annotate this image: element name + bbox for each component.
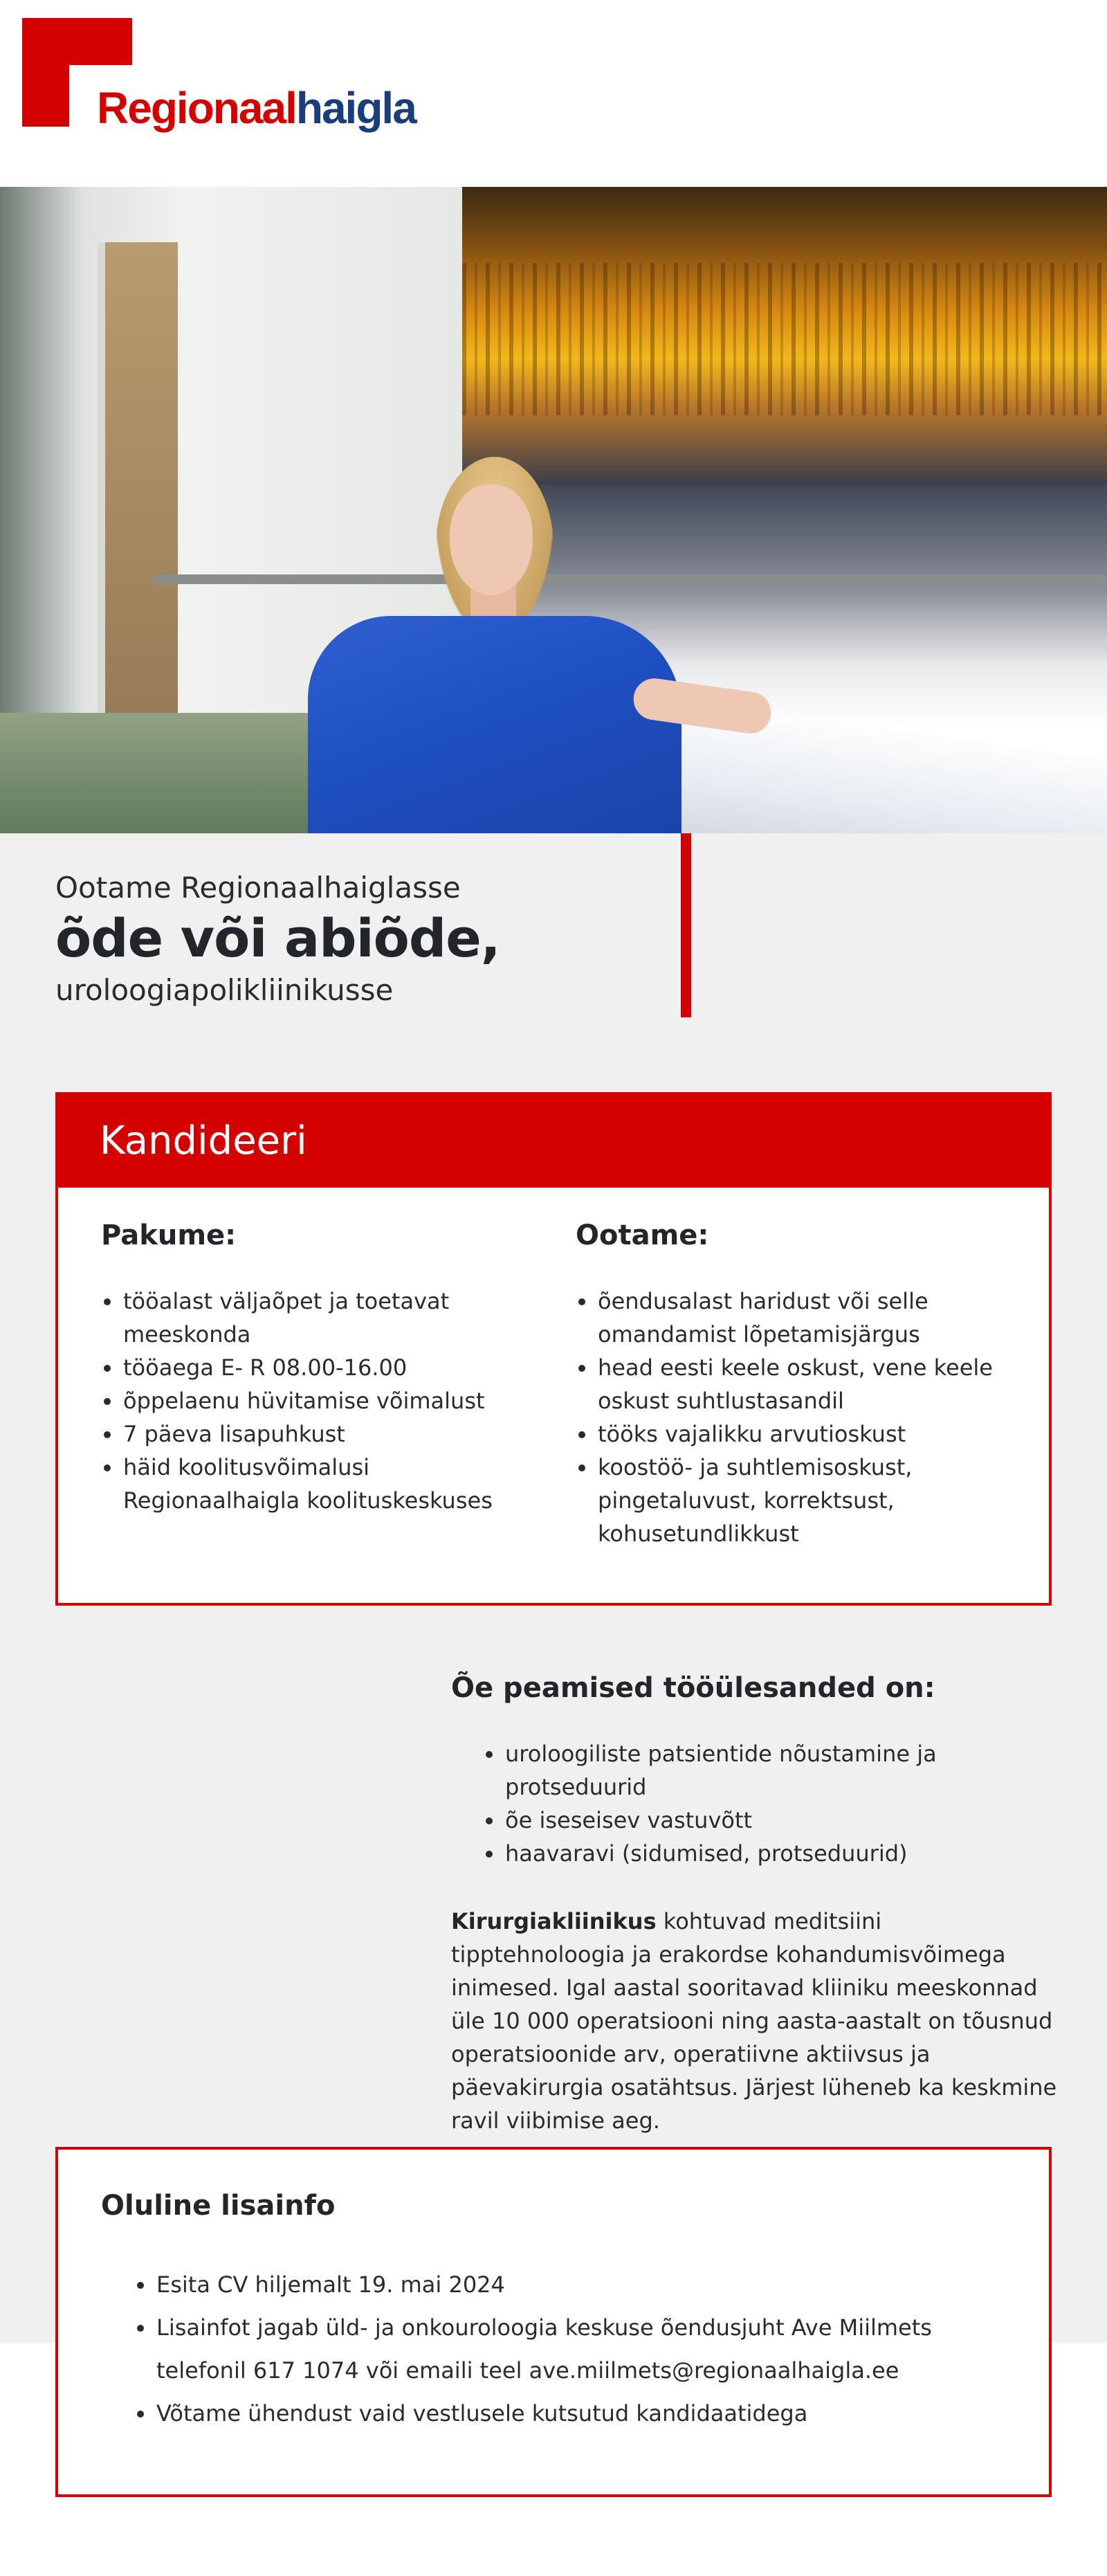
clinic-name: Kirurgiakliinikus (451, 1908, 657, 1934)
logo-text-red: Regionaal (97, 83, 296, 133)
tasks-heading: Õe peamised tööülesanded on: (451, 1672, 935, 1704)
list-item: õppelaenu hüvitamise võimalust (101, 1384, 530, 1417)
job-department: uroloogiapolikliinikusse (55, 973, 394, 1007)
tasks-list (451, 1737, 1060, 1870)
list-item: häid koolitusvõimalusi Regionaalhaigla koolituskeskuses (101, 1451, 530, 1517)
logo[interactable] (97, 83, 416, 133)
offer-heading: Pakume: (101, 1219, 237, 1251)
list-item: Võtame ühendust vaid vestlusele kutsutud kandidaatidega (134, 2392, 1027, 2435)
apply-button[interactable] (55, 1092, 1052, 1188)
logo-text-blue: haigla (295, 83, 416, 133)
list-item: õe iseseisev vastuvõtt (483, 1804, 1060, 1837)
title-accent-bar (681, 833, 691, 1017)
apply-card (55, 1092, 1052, 1606)
clinic-text: kohtuvad meditsiini tipptehnoloogia ja erakordse kohandumisvõimega inimesed. Igal aastal sooritavad kliiniku meeskonnad üle 10 000 operatsiooni ning aasta-aastalt on tõusnud operatsioonide arv, operatiivne aktiivsus ja päevakirurgia osatähtsus. Järjest lüheneb ka keskmine ravil viibimise aeg. (451, 1908, 1057, 2134)
info-list (134, 2263, 1027, 2435)
list-item: uroloogiliste patsientide nõustamine ja protseduurid (483, 1737, 1060, 1804)
list-item: head eesti keele oskust, vene keele oskust suhtlustasandil (576, 1351, 1005, 1417)
list-item: koostöö- ja suhtlemisoskust, pingetaluvust, korrektsust, kohusetundlikkust (576, 1451, 1005, 1550)
job-title-block (55, 871, 664, 1008)
list-item: tööalast väljaõpet ja toetavat meeskonda (101, 1285, 530, 1351)
hero-image (0, 187, 1107, 833)
list-item: 7 päeva lisapuhkust (101, 1417, 530, 1451)
wall-artwork (462, 187, 1107, 484)
list-item: Esita CV hiljemalt 19. mai 2024 (134, 2263, 1027, 2306)
clinic-description (451, 1905, 1060, 2137)
job-title: õde või abiõde, (55, 907, 500, 969)
list-item: Lisainfot jagab üld- ja onkouroloogia keskuse õendusjuht Ave Miilmets telefonil 617 1074 või emaili teel ave.miilmets@regionaalhaigla.ee (134, 2306, 1027, 2392)
expect-list (576, 1285, 1005, 1550)
header (0, 0, 1107, 187)
apply-button-label: Kandideeri (100, 1118, 307, 1163)
nurse-figure (308, 457, 681, 833)
info-heading: Oluline lisainfo (101, 2190, 336, 2222)
expect-column (576, 1217, 1005, 1550)
offer-column (101, 1217, 530, 1517)
list-item: haavaravi (sidumised, protseduurid) (483, 1837, 1060, 1870)
title-lead: Ootame Regionaalhaiglasse (55, 871, 461, 905)
expect-heading: Ootame: (576, 1219, 709, 1251)
list-item: tööks vajalikku arvutioskust (576, 1417, 1005, 1451)
list-item: tööaega E- R 08.00-16.00 (101, 1351, 530, 1384)
tasks-section (451, 1669, 1060, 2137)
offer-list (101, 1285, 530, 1517)
info-card (55, 2147, 1052, 2497)
list-item: õendusalast haridust või selle omandamist lõpetamisjärgus (576, 1285, 1005, 1351)
